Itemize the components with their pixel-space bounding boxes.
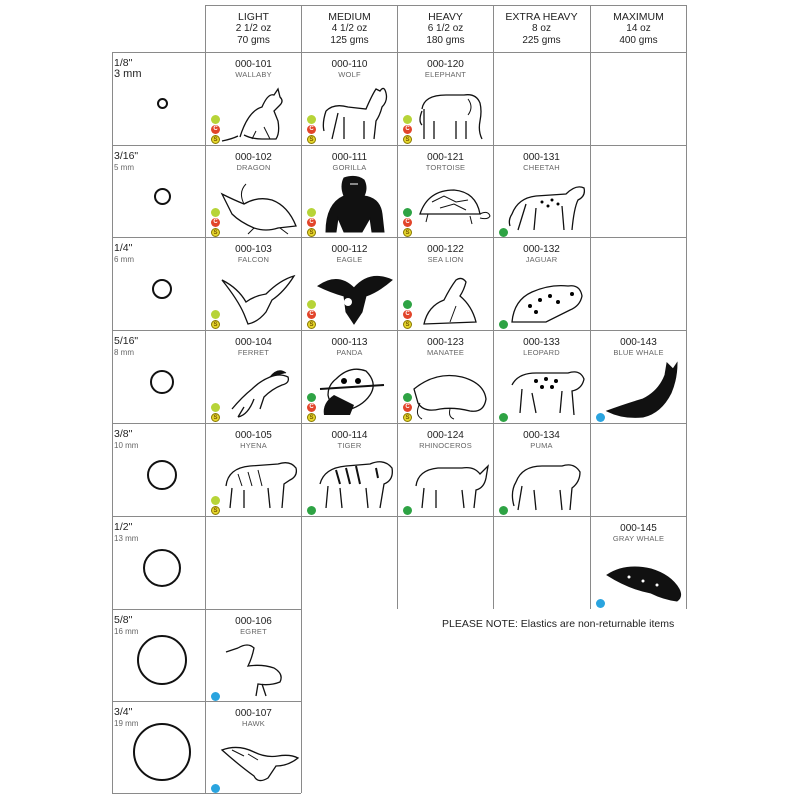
- availability-dot-yellow: S: [211, 135, 220, 144]
- product-code: 000-134: [523, 430, 560, 441]
- panda-illustration: [314, 359, 396, 421]
- availability-dot-yellow: S: [403, 228, 412, 237]
- product-name: DRAGON: [236, 163, 271, 172]
- row-size-label: [114, 615, 138, 637]
- product-name: EAGLE: [336, 255, 363, 264]
- availability-dot-green: [499, 320, 508, 329]
- row-size-label: [114, 336, 138, 358]
- product-name: SEA LION: [427, 255, 464, 264]
- product-cell-wallaby: [206, 53, 301, 145]
- column-gms: 400 gms: [619, 35, 658, 46]
- product-name: HAWK: [241, 719, 266, 728]
- availability-dot-yellow: S: [307, 320, 316, 329]
- product-cell-rhinoceros: [398, 424, 493, 516]
- product-code: 000-112: [331, 244, 368, 255]
- size-mm: 16 mm: [114, 627, 139, 636]
- availability-dot-red: C: [307, 310, 316, 319]
- product-code: 000-104: [235, 337, 272, 348]
- product-name: WALLABY: [235, 70, 272, 79]
- column-header-maximum: [591, 11, 686, 47]
- product-cell-wolf: [302, 53, 397, 145]
- manatee-illustration: [410, 359, 492, 421]
- product-code: 000-145: [620, 523, 657, 534]
- product-code: 000-124: [427, 430, 464, 441]
- product-name: FERRET: [237, 348, 270, 357]
- availability-dot-yellow: S: [211, 228, 220, 237]
- column-header-medium: [302, 11, 397, 47]
- size-mm: 8 mm: [114, 348, 134, 357]
- product-code: 000-111: [331, 152, 368, 163]
- availability-dot-lightgreen: [211, 403, 220, 412]
- availability-dot-green: [499, 413, 508, 422]
- product-code: 000-107: [235, 708, 272, 719]
- size-inch: 3/16": [114, 150, 139, 162]
- tiger-illustration: [314, 452, 396, 514]
- availability-dot-red: C: [211, 125, 220, 134]
- availability-dot-red: C: [403, 125, 412, 134]
- grid-vline: [686, 5, 687, 609]
- hawk-illustration: [218, 730, 300, 792]
- product-code: 000-123: [427, 337, 464, 348]
- product-cell-cheetah: [494, 146, 589, 238]
- availability-dot-red: C: [211, 218, 220, 227]
- column-header-heavy: [398, 11, 493, 47]
- product-name: PUMA: [530, 441, 553, 450]
- column-oz: 8 oz: [532, 23, 551, 34]
- puma-illustration: [506, 452, 588, 514]
- availability-dot-yellow: S: [403, 135, 412, 144]
- product-name: CHEETAH: [523, 163, 560, 172]
- column-title: HEAVY: [428, 11, 463, 23]
- product-code: 000-114: [331, 430, 368, 441]
- size-mm: 5 mm: [114, 163, 134, 172]
- rhinoceros-illustration: [410, 452, 492, 514]
- size-inch: 1/2": [114, 521, 133, 533]
- availability-dot-yellow: S: [211, 506, 220, 515]
- jaguar-illustration: [506, 266, 588, 328]
- size-inch: 5/8": [114, 614, 133, 626]
- availability-dot-blue: [596, 413, 605, 422]
- product-code: 000-121: [427, 152, 464, 163]
- size-mm: 19 mm: [114, 719, 139, 728]
- availability-dot-red: C: [403, 310, 412, 319]
- o-ring-size-icon: [133, 723, 191, 781]
- product-code: 000-105: [235, 430, 272, 441]
- product-code: 000-143: [620, 337, 657, 348]
- gorilla-illustration: [314, 174, 396, 236]
- product-code: 000-120: [427, 59, 464, 70]
- column-gms: 225 gms: [522, 35, 561, 46]
- availability-dot-lightgreen: [211, 115, 220, 124]
- availability-dot-blue: [211, 692, 220, 701]
- availability-dot-green: [403, 393, 412, 402]
- o-ring-size-icon: [150, 370, 174, 394]
- product-name: TIGER: [337, 441, 362, 450]
- product-name: PANDA: [336, 348, 363, 357]
- row-size-label: [114, 522, 138, 544]
- size-inch: 1/8": [114, 57, 133, 69]
- availability-dot-yellow: S: [403, 413, 412, 422]
- availability-dot-lightgreen: [403, 115, 412, 124]
- size-inch: 1/4": [114, 242, 133, 254]
- availability-dot-green: [307, 506, 316, 515]
- row-size-label: [114, 151, 138, 173]
- availability-dot-yellow: S: [211, 413, 220, 422]
- product-cell-puma: [494, 424, 589, 516]
- size-inch: 5/16": [114, 335, 139, 347]
- gray-whale-illustration: [603, 545, 685, 607]
- row-size-label: [114, 429, 138, 451]
- size-mm: 10 mm: [114, 441, 139, 450]
- availability-dot-green: [403, 300, 412, 309]
- availability-dot-yellow: S: [307, 135, 316, 144]
- product-code: 000-102: [235, 152, 272, 163]
- column-oz: 14 oz: [626, 23, 651, 34]
- product-name: EGRET: [240, 627, 267, 636]
- column-title: LIGHT: [238, 11, 269, 23]
- grid-hline: [205, 5, 686, 6]
- product-cell-hawk: [206, 702, 301, 794]
- product-cell-leopard: [494, 331, 589, 423]
- tortoise-illustration: [410, 174, 492, 236]
- availability-dot-lightgreen: [307, 115, 316, 124]
- availability-dot-red: C: [307, 125, 316, 134]
- size-mm: 6 mm: [114, 255, 134, 264]
- product-code: 000-113: [331, 337, 368, 348]
- availability-dot-green: [307, 393, 316, 402]
- availability-dot-red: C: [307, 403, 316, 412]
- product-name: ELEPHANT: [424, 70, 467, 79]
- row-size-label: [114, 58, 142, 80]
- availability-dot-green: [403, 208, 412, 217]
- product-name: GRAY WHALE: [612, 534, 665, 543]
- product-cell-gray-whale: [591, 517, 686, 609]
- product-cell-panda: [302, 331, 397, 423]
- size-inch: 3/8": [114, 428, 133, 440]
- ferret-illustration: [218, 359, 300, 421]
- product-cell-dragon: [206, 146, 301, 238]
- product-name: HYENA: [240, 441, 267, 450]
- wolf-illustration: [314, 81, 396, 143]
- product-cell-jaguar: [494, 238, 589, 330]
- product-code: 000-103: [235, 244, 272, 255]
- size-mm: 3 mm: [114, 68, 142, 80]
- product-name: TORTOISE: [425, 163, 466, 172]
- column-oz: 4 1/2 oz: [331, 23, 368, 34]
- o-ring-size-icon: [157, 98, 168, 109]
- grid-vline: [301, 609, 302, 793]
- leopard-illustration: [506, 359, 588, 421]
- availability-dot-lightgreen: [307, 300, 316, 309]
- column-header-light: [206, 11, 301, 47]
- availability-dot-yellow: S: [403, 320, 412, 329]
- product-cell-tiger: [302, 424, 397, 516]
- column-oz: 2 1/2 oz: [235, 23, 272, 34]
- product-name: JAGUAR: [525, 255, 558, 264]
- o-ring-size-icon: [147, 460, 177, 490]
- availability-dot-red: C: [307, 218, 316, 227]
- availability-dot-yellow: S: [307, 413, 316, 422]
- column-oz: 6 1/2 oz: [427, 23, 464, 34]
- product-cell-eagle: [302, 238, 397, 330]
- product-cell-blue-whale: [591, 331, 686, 423]
- o-ring-size-icon: [143, 549, 181, 587]
- product-cell-gorilla: [302, 146, 397, 238]
- o-ring-size-icon: [152, 279, 172, 299]
- availability-dot-lightgreen: [307, 208, 316, 217]
- product-code: 000-132: [523, 244, 560, 255]
- column-gms: 125 gms: [330, 35, 369, 46]
- product-code: 000-101: [235, 59, 272, 70]
- availability-dot-green: [499, 506, 508, 515]
- product-name: RHINOCEROS: [419, 441, 472, 450]
- availability-dot-yellow: S: [211, 320, 220, 329]
- availability-dot-lightgreen: [211, 310, 220, 319]
- sea-lion-illustration: [410, 266, 492, 328]
- column-title: EXTRA HEAVY: [505, 11, 578, 23]
- product-code: 000-110: [331, 59, 368, 70]
- product-cell-sea-lion: [398, 238, 493, 330]
- row-size-label: [114, 707, 138, 729]
- product-cell-hyena: [206, 424, 301, 516]
- size-inch: 3/4": [114, 706, 133, 718]
- cheetah-illustration: [506, 174, 588, 236]
- column-title: MAXIMUM: [613, 11, 664, 23]
- column-header-extra-heavy: [494, 11, 589, 47]
- availability-dot-lightgreen: [211, 208, 220, 217]
- o-ring-size-icon: [154, 188, 171, 205]
- product-name: GORILLA: [332, 163, 367, 172]
- product-name: BLUE WHALE: [613, 348, 664, 357]
- column-gms: 180 gms: [426, 35, 465, 46]
- blue-whale-illustration: [603, 359, 685, 421]
- availability-dot-green: [499, 228, 508, 237]
- product-name: LEOPARD: [523, 348, 560, 357]
- row-size-label: [114, 243, 134, 265]
- column-gms: 70 gms: [237, 35, 270, 46]
- product-code: 000-131: [523, 152, 560, 163]
- product-code: 000-133: [523, 337, 560, 348]
- product-cell-tortoise: [398, 146, 493, 238]
- eagle-illustration: [314, 266, 396, 328]
- o-ring-size-icon: [137, 635, 187, 685]
- product-cell-ferret: [206, 331, 301, 423]
- product-cell-manatee: [398, 331, 493, 423]
- availability-dot-yellow: S: [307, 228, 316, 237]
- availability-dot-red: C: [403, 403, 412, 412]
- availability-dot-red: C: [403, 218, 412, 227]
- product-name: FALCON: [237, 255, 270, 264]
- falcon-illustration: [218, 266, 300, 328]
- hyena-illustration: [218, 452, 300, 514]
- wallaby-illustration: [218, 81, 300, 143]
- availability-dot-blue: [596, 599, 605, 608]
- product-cell-falcon: [206, 238, 301, 330]
- returns-note: PLEASE NOTE: Elastics are non-returnable items: [442, 618, 675, 630]
- elephant-illustration: [410, 81, 492, 143]
- availability-dot-blue: [211, 784, 220, 793]
- availability-dot-green: [403, 506, 412, 515]
- dragon-illustration: [218, 174, 300, 236]
- size-mm: 13 mm: [114, 534, 139, 543]
- product-cell-egret: [206, 610, 301, 702]
- product-name: MANATEE: [426, 348, 465, 357]
- product-cell-elephant: [398, 53, 493, 145]
- product-name: WOLF: [338, 70, 361, 79]
- egret-illustration: [218, 638, 300, 700]
- availability-dot-lightgreen: [211, 496, 220, 505]
- column-title: MEDIUM: [328, 11, 371, 23]
- product-code: 000-122: [427, 244, 464, 255]
- product-code: 000-106: [235, 616, 272, 627]
